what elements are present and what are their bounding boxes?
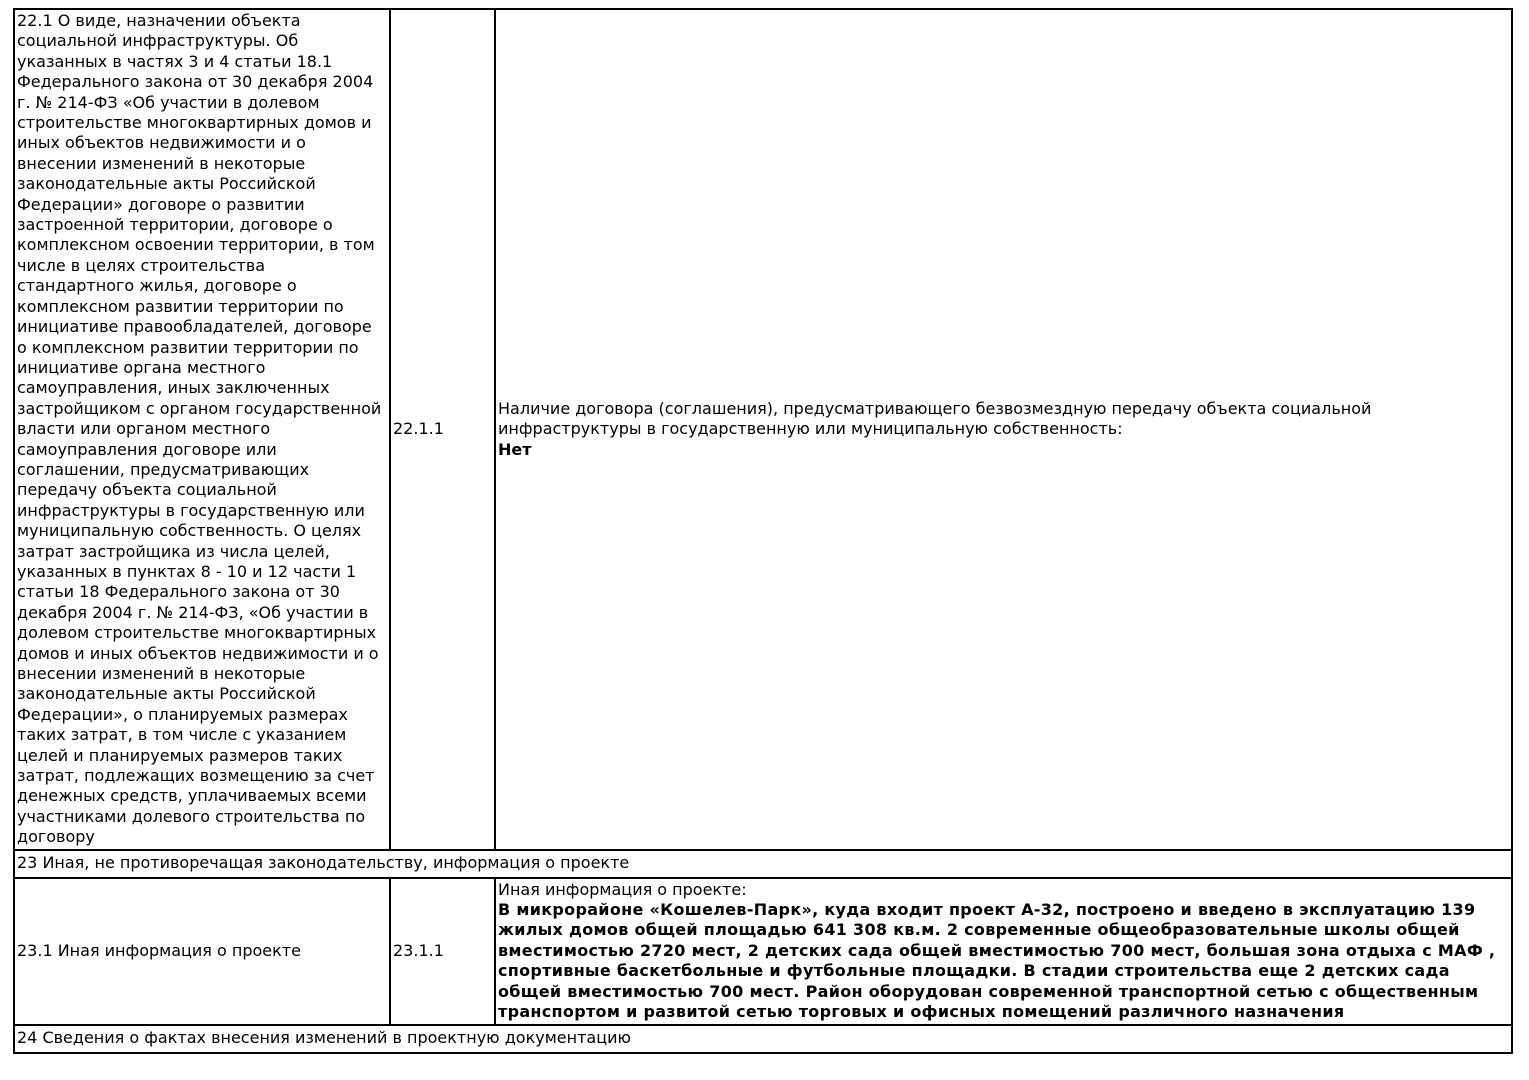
row-23-1-code-text: 23.1.1 (393, 940, 444, 960)
row-22-1-value-answer: Нет (498, 439, 532, 459)
table-section-row-23 (14, 850, 1512, 878)
table-row-23-1 (14, 878, 1512, 1025)
row-22-1-topic-cell (14, 9, 390, 850)
section-24-label: 24 Сведения о фактах внесения изменений в проектную документацию (17, 1028, 631, 1048)
section-23-cell (14, 850, 1512, 878)
row-23-1-topic-text: 23.1 Иная информация о проекте (17, 940, 301, 960)
row-22-1-code-text: 22.1.1 (393, 419, 444, 439)
row-23-1-value-label: Иная информация о проекте: (498, 879, 747, 899)
row-22-1-code-cell (390, 9, 495, 850)
row-22-1-value-text: Наличие договора (соглашения), предусматривающего безвозмездную передачу объекта социальной инфраструктуры в государственную или муниципальную собственность: (498, 398, 1372, 439)
row-23-1-value-text: В микрорайоне «Кошелев-Парк», куда входит проект А-32, построено и введено в эксплуатацию 139 жилых домов общей площадью 641 308 кв.м. 2 современные общеобразовательные школы общей вместимостью 2720 мест, 2 детских сада общей вместимостью 700 мест, большая зона отдыха с МАФ , спортивные баскетбольные и футбольные площадки. В стадии строительства еще 2 детских сада общей вместимостью 700 мест. Район оборудован современной транспортной сетью с общественным транспортом и развитой сетью торговых и офисных помещений различного назначения (498, 900, 1496, 1022)
section-23-label: 23 Иная, не противоречащая законодательству, информация о проекте (17, 853, 630, 873)
row-23-1-code-cell (390, 878, 495, 1025)
project-declaration-table (13, 8, 1513, 1054)
section-24-cell (14, 1025, 1512, 1053)
row-22-1-value-cell (495, 9, 1512, 850)
row-23-1-value-cell (495, 878, 1512, 1025)
row-22-1-topic-text: 22.1 О виде, назначении объекта социальной инфраструктуры. Об указанных в частях 3 и 4 статьи 18.1 Федерального закона от 30 декабря 2004 г. № 214-ФЗ «Об участии в долевом строительстве многоквартирных домов и иных объектов недвижимости и о внесении изменений в некоторые законодательные акты Российской Федерации» договоре о развитии застроенной территории, договоре о комплексном освоении территории, в том числе в целях строительства стандартного жилья, договоре о комплексном развитии территории по инициативе правообладателей, договоре о комплексном развитии территории по инициативе органа местного самоуправления, иных заключенных застройщиком с органом государственной власти или органом местного самоуправления договоре или соглашении, предусматривающих передачу объекта социальной инфраструктуры в государственную или муниципальную собственность. О целях затрат застройщика из числа целей, указанных в пунктах 8 - 10 и 12 части 1 статьи 18 Федерального закона от 30 декабря 2004 г. № 214-ФЗ, «Об участии в долевом строительстве многоквартирных домов и иных объектов недвижимости и о внесении изменений в некоторые законодательные акты Российской Федерации», о планируемых размерах таких затрат, в том числе с указанием целей и планируемых размеров таких затрат, подлежащих возмещению за счет денежных средств, уплачиваемых всеми участниками долевого строительства по договору (17, 11, 382, 847)
table-row-22-1 (14, 9, 1512, 850)
row-23-1-topic-cell (14, 878, 390, 1025)
table-section-row-24 (14, 1025, 1512, 1053)
